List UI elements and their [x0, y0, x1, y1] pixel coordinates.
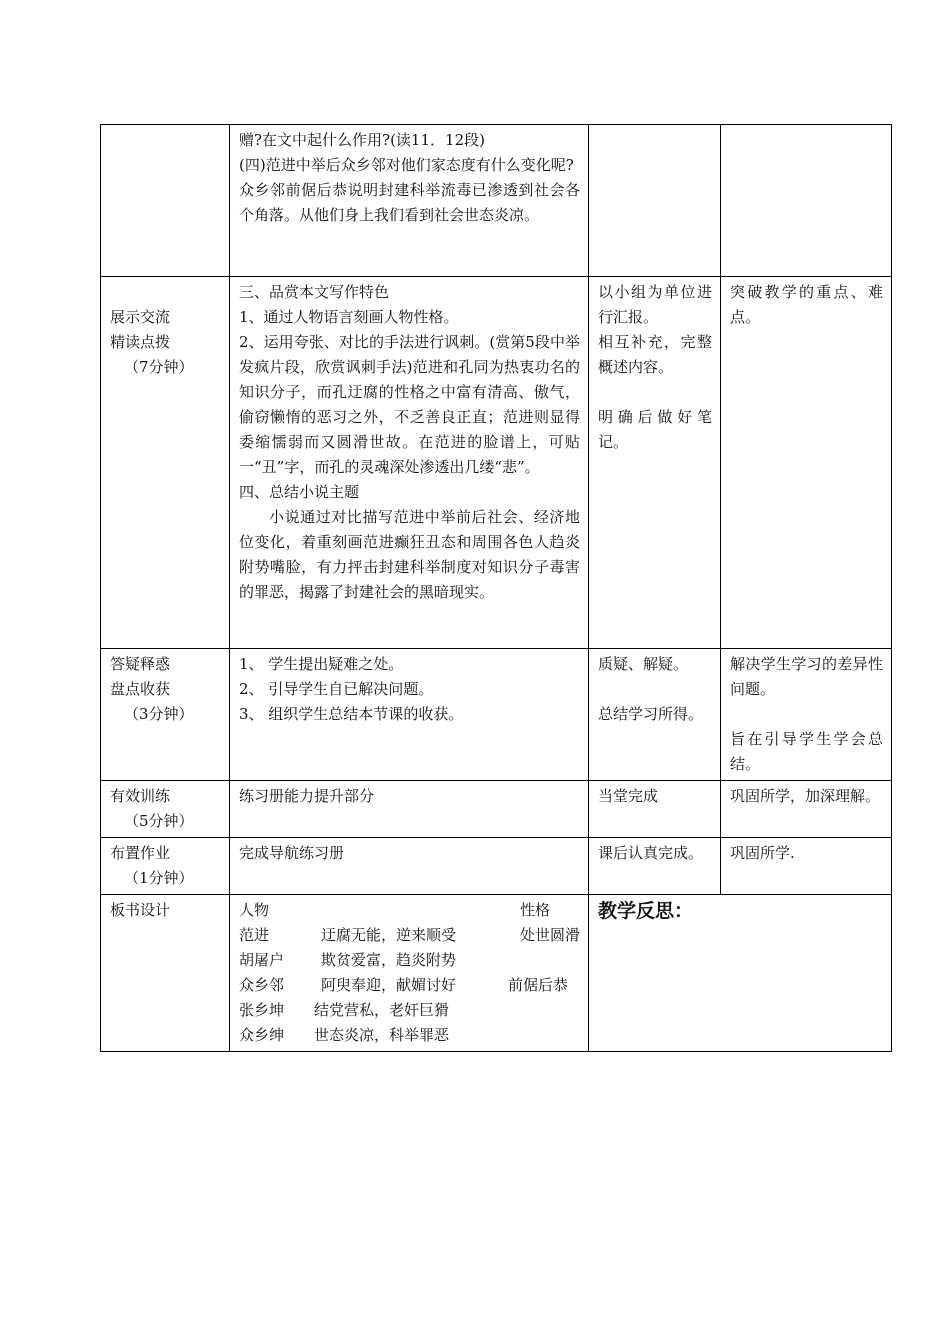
- stage-label: 精读点拨: [110, 333, 171, 351]
- board-header: [239, 898, 580, 923]
- stage-label: 有效训练: [110, 787, 171, 805]
- board-header-character: 人物: [239, 901, 270, 919]
- content-cell: [230, 781, 589, 838]
- purpose-line: 突破教学的重点、难点。: [730, 283, 883, 326]
- student-activity-cell: [589, 277, 721, 649]
- board-description: 阿臾奉迎，献媚讨好: [321, 976, 457, 994]
- content-cell: [230, 649, 589, 781]
- board-item: [239, 923, 580, 948]
- board-item: [239, 948, 580, 973]
- content-line: 小说通过对比描写范进中举前后社会、经济地位变化，着重刻画范进癫狂丑态和周围各色人趋炎附势嘴脸，有力抨击封建科举制度对知识分子毒害的罪恶，揭露了封建社会的黑暗现实。: [239, 508, 580, 601]
- student-line: 质疑、解疑。: [598, 655, 689, 673]
- purpose-line: 旨在引导学生学会总结。: [730, 730, 883, 773]
- stage-label: 展示交流: [110, 308, 171, 326]
- student-line: 课后认真完成。: [598, 844, 704, 862]
- purpose-cell: [721, 649, 892, 781]
- board-description: 欺贫爱富，趋炎附势: [321, 951, 457, 969]
- content-line: 三、品赏本文写作特色: [239, 283, 390, 301]
- board-description: 结党营私，老奸巨猾: [314, 1001, 450, 1019]
- purpose-line: 巩固所学，加深理解。: [730, 787, 881, 805]
- board-description: 世态炎凉，科举罪恶: [314, 1026, 450, 1044]
- stage-duration: （7分钟）: [124, 358, 194, 376]
- student-line: 以小组为单位进行汇报。: [598, 283, 712, 326]
- board-character: 众乡邻: [239, 976, 285, 994]
- board-character: 众乡绅: [239, 1026, 285, 1044]
- reflection-cell: [589, 895, 892, 1052]
- board-trait: 前倨后恭: [507, 976, 568, 994]
- board-character: 胡屠户: [239, 951, 285, 969]
- purpose-line: 解决学生学习的差异性问题。: [730, 655, 883, 698]
- student-line: 明确后做好笔记。: [598, 408, 712, 451]
- content-cell: [230, 838, 589, 895]
- board-design-cell: [230, 895, 589, 1052]
- student-line: 相互补充，完整概述内容。: [598, 333, 712, 376]
- student-activity-cell: [589, 649, 721, 781]
- board-description: 迂腐无能，逆来顺受: [321, 926, 457, 944]
- content-line: 赠?在文中起什么作用?(读11．12段): [239, 131, 485, 149]
- purpose-cell: [721, 277, 892, 649]
- content-line: 1、通过人物语言刻画人物性格。: [239, 308, 459, 326]
- stage-cell: [101, 838, 230, 895]
- table-row: [101, 277, 892, 649]
- content-line: 练习册能力提升部分: [239, 787, 375, 805]
- stage-duration: （3分钟）: [124, 705, 194, 723]
- lesson-plan-table: [100, 124, 892, 1052]
- student-activity-cell: [589, 781, 721, 838]
- purpose-cell: [721, 781, 892, 838]
- stage-label: 答疑释惑: [110, 655, 171, 673]
- content-line: 1、 学生提出疑难之处。: [239, 655, 404, 673]
- board-item: [239, 998, 580, 1023]
- board-design-row: [101, 895, 892, 1052]
- content-line: 2、 引导学生自已解决问题。: [239, 680, 434, 698]
- content-line: 四、总结小说主题: [239, 483, 360, 501]
- content-line: 完成导航练习册: [239, 844, 345, 862]
- board-item: [239, 1023, 580, 1048]
- stage-label: 布置作业: [110, 844, 171, 862]
- board-header-trait: 性格: [519, 901, 550, 919]
- content-line: 2、运用夸张、对比的手法进行讽刺。(赏第5段中举发疯片段，欣赏讽刺手法)范进和孔同为热衷功名的知识分子，而孔迂腐的性格之中富有清高、傲气，偷窃懒惰的恶习之外，不乏善良正直；范进则显得委缩懦弱而又圆滑世故。在范进的脸谱上，可贴一“丑”字，而孔的灵魂深处渗透出几缕“悲”。: [239, 333, 580, 476]
- stage-duration: （1分钟）: [124, 869, 194, 887]
- student-activity-cell: [589, 838, 721, 895]
- reflection-heading: 教学反思：: [598, 900, 694, 922]
- purpose-cell: [721, 838, 892, 895]
- table-row: [101, 838, 892, 895]
- student-line: 当堂完成: [598, 787, 659, 805]
- purpose-line: 巩固所学.: [730, 844, 795, 862]
- content-cell: [230, 125, 589, 277]
- board-item: [239, 973, 580, 998]
- content-line: (四)范进中举后众乡邻对他们家态度有什么变化呢?: [239, 156, 574, 174]
- stage-cell: [101, 781, 230, 838]
- content-line: 众乡邻前倨后恭说明封建科举流毒已渗透到社会各个角落。从他们身上我们看到社会世态炎凉。: [239, 181, 580, 224]
- stage-cell: [101, 125, 230, 277]
- table-row: [101, 125, 892, 277]
- content-cell: [230, 277, 589, 649]
- stage-cell: [101, 649, 230, 781]
- purpose-cell: [721, 125, 892, 277]
- stage-cell: [101, 895, 230, 1052]
- table-row: [101, 649, 892, 781]
- board-trait: 处世圆滑: [519, 926, 580, 944]
- stage-cell: [101, 277, 230, 649]
- student-activity-cell: [589, 125, 721, 277]
- content-line: 3、 组织学生总结本节课的收获。: [239, 705, 464, 723]
- student-line: 总结学习所得。: [598, 705, 704, 723]
- board-character: 张乡坤: [239, 1001, 285, 1019]
- stage-label: 盘点收获: [110, 680, 171, 698]
- table-row: [101, 781, 892, 838]
- board-character: 范进: [239, 926, 270, 944]
- stage-label: 板书设计: [110, 901, 171, 919]
- stage-duration: （5分钟）: [124, 812, 194, 830]
